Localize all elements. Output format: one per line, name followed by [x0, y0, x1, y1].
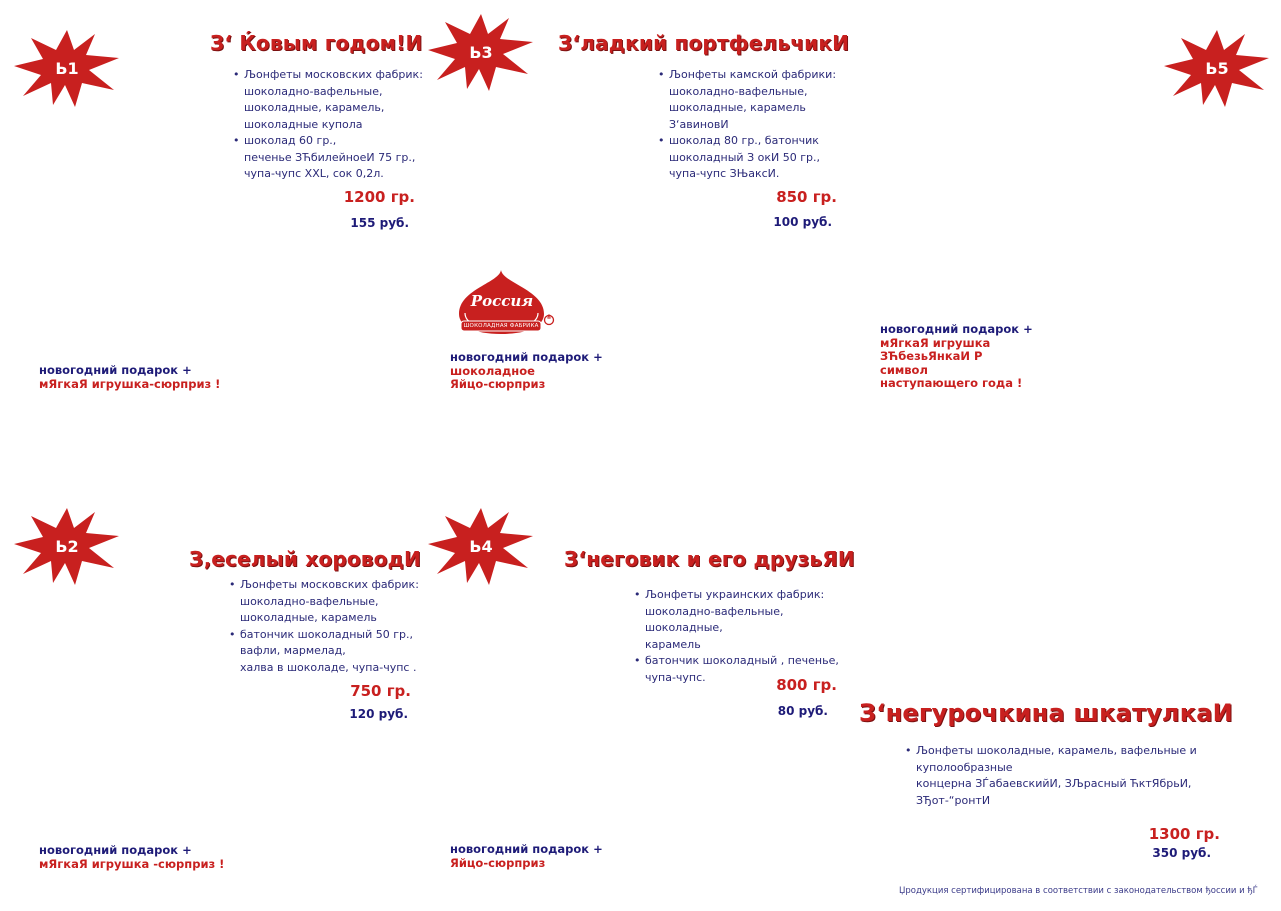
- description-line: • шоколад 80 гр., батончик: [660, 133, 850, 150]
- badge-number: Ь1: [55, 58, 79, 78]
- badge-number: Ь3: [469, 42, 493, 62]
- product-title-3: З‘ладкий портфельчикИ: [558, 31, 850, 55]
- product-weight-1: 1200 гр.: [343, 188, 415, 206]
- description-line: чупа-чупс ЗЊаксИ.: [669, 167, 780, 180]
- product-title-4: З‘неговик и его друзьЯИ: [564, 547, 855, 571]
- product-description-3: [660, 67, 850, 183]
- description-line: вафли, мармелад,: [240, 644, 346, 657]
- badge-number: Ь2: [55, 536, 79, 556]
- gift-line: шоколадное: [450, 363, 535, 378]
- product-weight-3: 850 гр.: [776, 188, 837, 206]
- gift-line: наступающего года !: [880, 376, 1023, 390]
- product-description-6: [907, 743, 1247, 809]
- product-price-1: 155 руб.: [350, 216, 409, 230]
- description-line: карамель: [645, 637, 701, 651]
- description-line: шоколадно-вафельные,: [669, 84, 808, 98]
- badge-star-5: [1163, 28, 1271, 108]
- description-line: • Љонфеты московских фабрик:: [231, 577, 421, 594]
- gift-line: мЯгкаЯ игрушка: [880, 335, 991, 350]
- description-line: печенье ЗЋбилейноеИ 75 гр.,: [244, 150, 416, 164]
- badge-number: Ь5: [1205, 58, 1229, 78]
- logo-brand-text: Россия: [470, 292, 534, 310]
- gift-line: новогодний подарок +: [880, 322, 1033, 336]
- gift-note-1: [39, 364, 220, 391]
- description-line: З‘авиновИ: [669, 117, 729, 131]
- product-description-2: [231, 577, 421, 676]
- gift-line: новогодний подарок +: [39, 363, 192, 377]
- description-line: халва в шоколаде, чупа-чупс .: [240, 660, 417, 674]
- product-weight-2: 750 гр.: [350, 682, 411, 700]
- description-line: • шоколад 60 гр.,: [235, 133, 425, 150]
- description-line: • Љонфеты шоколадные, карамель, вафельные и: [907, 743, 1247, 760]
- description-line: • батончик шоколадный 50 гр.,: [231, 627, 421, 644]
- gift-line: новогодний подарок +: [450, 350, 603, 364]
- product-title-1: З‘ Ќовым годом!И: [210, 31, 423, 55]
- gift-line: ЗЋбезьЯнкаИ Р: [880, 349, 983, 363]
- brand-logo: [456, 266, 556, 340]
- certification-note: Џродукция сертифицирована в соответствии с законодательством ђоссии и ђЃ: [899, 886, 1258, 896]
- description-line: чупа-чупс XXL, сок 0,2л.: [244, 167, 384, 180]
- product-price-4: 80 руб.: [777, 704, 828, 718]
- gift-note-4: [450, 843, 603, 870]
- description-line: шоколадные, карамель,: [244, 101, 385, 114]
- description-line: шоколадный З окИ 50 гр.,: [669, 150, 820, 164]
- gift-note-3: [450, 351, 603, 392]
- description-line: • Љонфеты камской фабрики:: [660, 67, 850, 84]
- badge-star-3: [427, 12, 535, 92]
- description-line: шоколадно-вафельные,: [244, 84, 383, 98]
- description-line: • Љонфеты московских фабрик:: [235, 67, 425, 84]
- description-line: шоколадно-вафельные, шоколадные,: [645, 604, 784, 634]
- product-description-1: [235, 67, 425, 183]
- product-price-3: 100 руб.: [773, 215, 832, 229]
- description-line: шоколадные купола: [244, 117, 363, 131]
- gift-line: символ: [880, 362, 928, 377]
- gift-line: Яйцо-сюрприз: [450, 377, 546, 391]
- logo-subtitle-text: ШОКОЛАДНАЯ ФАБРИКА: [463, 323, 539, 329]
- product-weight-4: 800 гр.: [776, 676, 837, 694]
- description-line: • Љонфеты украинских фабрик:: [636, 587, 846, 604]
- product-title-2: З‚еселый хороводИ: [189, 547, 421, 571]
- product-description-4: [636, 587, 846, 686]
- gift-line: новогодний подарок +: [39, 843, 192, 857]
- badge-number: Ь4: [469, 536, 493, 556]
- description-line: куполообразные: [916, 760, 1013, 774]
- badge-star-4: [427, 506, 535, 586]
- badge-star-1: [13, 28, 121, 108]
- product-price-6: 350 руб.: [1152, 846, 1211, 860]
- product-title-6: З‘негурочкина шкатулкаИ: [859, 699, 1233, 727]
- gift-note-2: [39, 844, 224, 871]
- gift-line: мЯгкаЯ игрушка -сюрприз !: [39, 856, 225, 871]
- gift-note-5: [880, 323, 1033, 391]
- gift-line: Яйцо-сюрприз: [450, 855, 546, 870]
- description-line: шоколадные, карамель: [240, 611, 377, 624]
- description-line: концерна ЗЃабаевскийИ, ЗЉрасный ЋктЯбрьИ, ЗЂот-“ронтИ: [916, 777, 1192, 807]
- logo-registered-mark: ®: [546, 314, 552, 321]
- description-line: чупа-чупс.: [645, 670, 706, 684]
- product-price-2: 120 руб.: [349, 707, 408, 721]
- description-line: • батончик шоколадный , печенье,: [636, 653, 846, 670]
- badge-star-2: [13, 506, 121, 586]
- description-line: шоколадные, карамель: [669, 101, 806, 114]
- gift-line: новогодний подарок +: [450, 842, 603, 856]
- description-line: шоколадно-вафельные,: [240, 594, 379, 608]
- product-weight-6: 1300 гр.: [1148, 825, 1220, 843]
- gift-line: мЯгкаЯ игрушка-сюрприз !: [39, 376, 221, 391]
